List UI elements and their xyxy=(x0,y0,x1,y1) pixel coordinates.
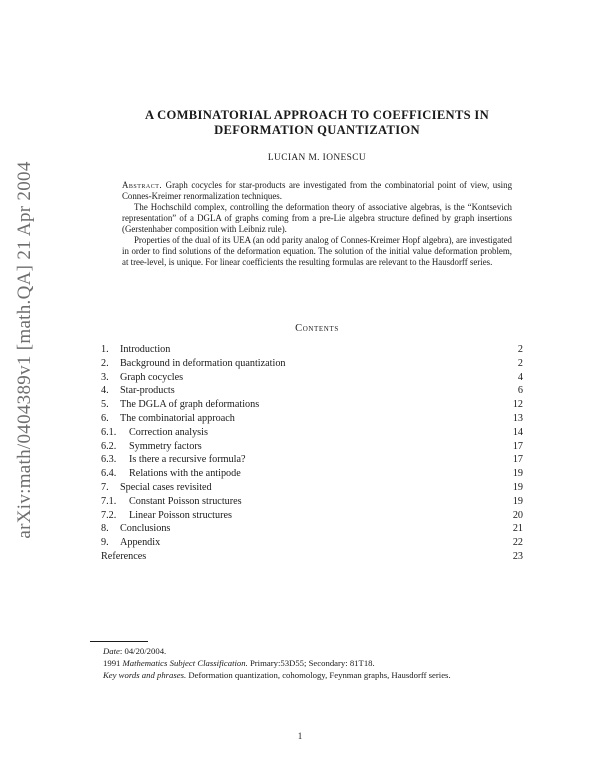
footnote-keywords xyxy=(103,669,543,681)
toc-entry[interactable] xyxy=(101,384,523,398)
msc-label: Mathematics Subject Classification. xyxy=(122,658,248,668)
table-of-contents xyxy=(101,343,523,564)
footnote-date xyxy=(103,645,543,657)
toc-entry[interactable] xyxy=(101,536,523,550)
toc-entry-label: Introduction xyxy=(120,344,171,355)
toc-entry-label: Appendix xyxy=(120,537,161,549)
toc-entry-page: 17 xyxy=(512,440,523,452)
toc-entry[interactable] xyxy=(101,426,523,440)
toc-entry-number: 7. xyxy=(101,481,109,493)
toc-entry-label: Symmetry factors xyxy=(129,440,202,452)
toc-entry[interactable] xyxy=(101,343,523,357)
toc-entry[interactable] xyxy=(101,440,523,454)
toc-entry[interactable] xyxy=(101,522,523,536)
toc-entry[interactable] xyxy=(101,453,523,467)
toc-entry-label: Correction analysis xyxy=(129,426,208,438)
toc-entry-number: 6.2. xyxy=(101,440,117,452)
page-number: 1 xyxy=(297,731,303,741)
date-label: Date xyxy=(103,646,120,656)
toc-entry-page: 12 xyxy=(512,399,523,411)
toc-entry-number: 6.1. xyxy=(101,426,117,438)
footnotes xyxy=(103,645,543,681)
toc-entry-page: 23 xyxy=(512,550,523,562)
contents-heading: Contents xyxy=(295,323,339,334)
keywords-label: Key words and phrases. xyxy=(103,670,187,680)
toc-entry-number: 6. xyxy=(101,412,109,424)
abstract-paragraph-2: The Hochschild complex, controlling the deformation theory of associative algebras, is the “Kontsevich representation” of a DGLA of graphs coming from a pre-Lie algebra structure defined by graph insertions (Gerstenhaber composition with Leibniz rule). xyxy=(122,202,512,234)
toc-entry-label: Linear Poisson structures xyxy=(129,509,232,521)
toc-entry[interactable] xyxy=(101,550,523,564)
author-name: LUCIAN M. IONESCU xyxy=(267,153,367,163)
toc-entry-page: 21 xyxy=(512,523,523,535)
toc-entry[interactable] xyxy=(101,481,523,495)
toc-entry-number: 7.2. xyxy=(101,509,117,521)
toc-entry-label: Special cases revisited xyxy=(120,481,212,493)
toc-entry-page: 14 xyxy=(512,426,523,438)
toc-entry-page: 6 xyxy=(517,385,523,397)
toc-entry-number: 6.4. xyxy=(101,468,117,480)
toc-entry[interactable] xyxy=(101,495,523,509)
toc-entry-page: 20 xyxy=(512,509,523,521)
footnote-msc xyxy=(103,657,543,669)
toc-entry-page: 4 xyxy=(517,371,523,383)
toc-entry-page: 19 xyxy=(512,468,523,480)
toc-entry-label: Background in deformation quantization xyxy=(120,357,286,369)
toc-entry-page: 2 xyxy=(517,357,523,369)
toc-entry[interactable] xyxy=(101,371,523,385)
toc-entry-page: 19 xyxy=(512,481,523,493)
keywords-value: Deformation quantization, cohomology, Feynman graphs, Hausdorff series. xyxy=(186,670,451,680)
toc-entry-number: 1. xyxy=(101,344,109,355)
arxiv-stamp xyxy=(10,150,40,550)
toc-entry-label: Conclusions xyxy=(120,523,171,535)
toc-entry-number: 6.3. xyxy=(101,454,117,466)
msc-value: Primary:53D55; Secondary: 81T18. xyxy=(247,658,375,668)
toc-entry-label: Relations with the antipode xyxy=(129,468,241,480)
arxiv-stamp-text: arXiv:math/0404389v1 [math.QA] 21 Apr 2004 xyxy=(14,161,35,539)
toc-entry-number: 3. xyxy=(101,371,109,383)
toc-entry-label: The combinatorial approach xyxy=(120,412,235,424)
toc-entry[interactable] xyxy=(101,398,523,412)
abstract-paragraph-1 xyxy=(122,180,512,202)
toc-entry-label: Is there a recursive formula? xyxy=(129,454,246,466)
msc-prefix: 1991 xyxy=(103,658,123,668)
toc-entry-label: Constant Poisson structures xyxy=(129,495,242,507)
abstract-text-1: Graph cocycles for star-products are investigated from the combinatorial point of view, using Connes-Kreimer renormalization techniques. xyxy=(122,180,513,201)
abstract xyxy=(122,180,512,268)
abstract-label: Abstract. xyxy=(122,180,163,190)
toc-entry-number: 8. xyxy=(101,523,109,535)
toc-entry-label: The DGLA of graph deformations xyxy=(120,399,260,411)
toc-entry[interactable] xyxy=(101,509,523,523)
toc-entry-page: 17 xyxy=(512,454,523,466)
toc-entry-label: Star-products xyxy=(120,385,175,397)
toc-entry-number: 7.1. xyxy=(101,495,117,507)
toc-entry-page: 2 xyxy=(517,344,523,355)
toc-entry-label: References xyxy=(101,550,147,562)
paper-title: A COMBINATORIAL APPROACH TO COEFFICIENTS IN DEFORMATION QUANTIZATION xyxy=(144,108,489,137)
toc-entry[interactable] xyxy=(101,357,523,371)
toc-entry-page: 19 xyxy=(512,495,523,507)
footnote-rule xyxy=(90,641,148,642)
toc-entry-number: 2. xyxy=(101,357,109,369)
toc-entry[interactable] xyxy=(101,412,523,426)
toc-entry[interactable] xyxy=(101,467,523,481)
abstract-paragraph-3: Properties of the dual of its UEA (an odd parity analog of Connes-Kreimer Hopf algebra), are investigated in order to find solutions of the deformation equation. The solution of the initial value deformation problem, at tree-level, is unique. For linear coefficients the resulting formulas are relevant to the Hausdorff series. xyxy=(122,235,512,267)
toc-entry-label: Graph cocycles xyxy=(120,371,184,383)
toc-entry-number: 5. xyxy=(101,399,109,411)
toc-entry-page: 13 xyxy=(512,412,523,424)
toc-entry-number: 4. xyxy=(101,385,109,397)
toc-entry-page: 22 xyxy=(512,537,523,549)
toc-entry-number: 9. xyxy=(101,537,109,549)
date-value: : 04/20/2004. xyxy=(119,646,167,656)
